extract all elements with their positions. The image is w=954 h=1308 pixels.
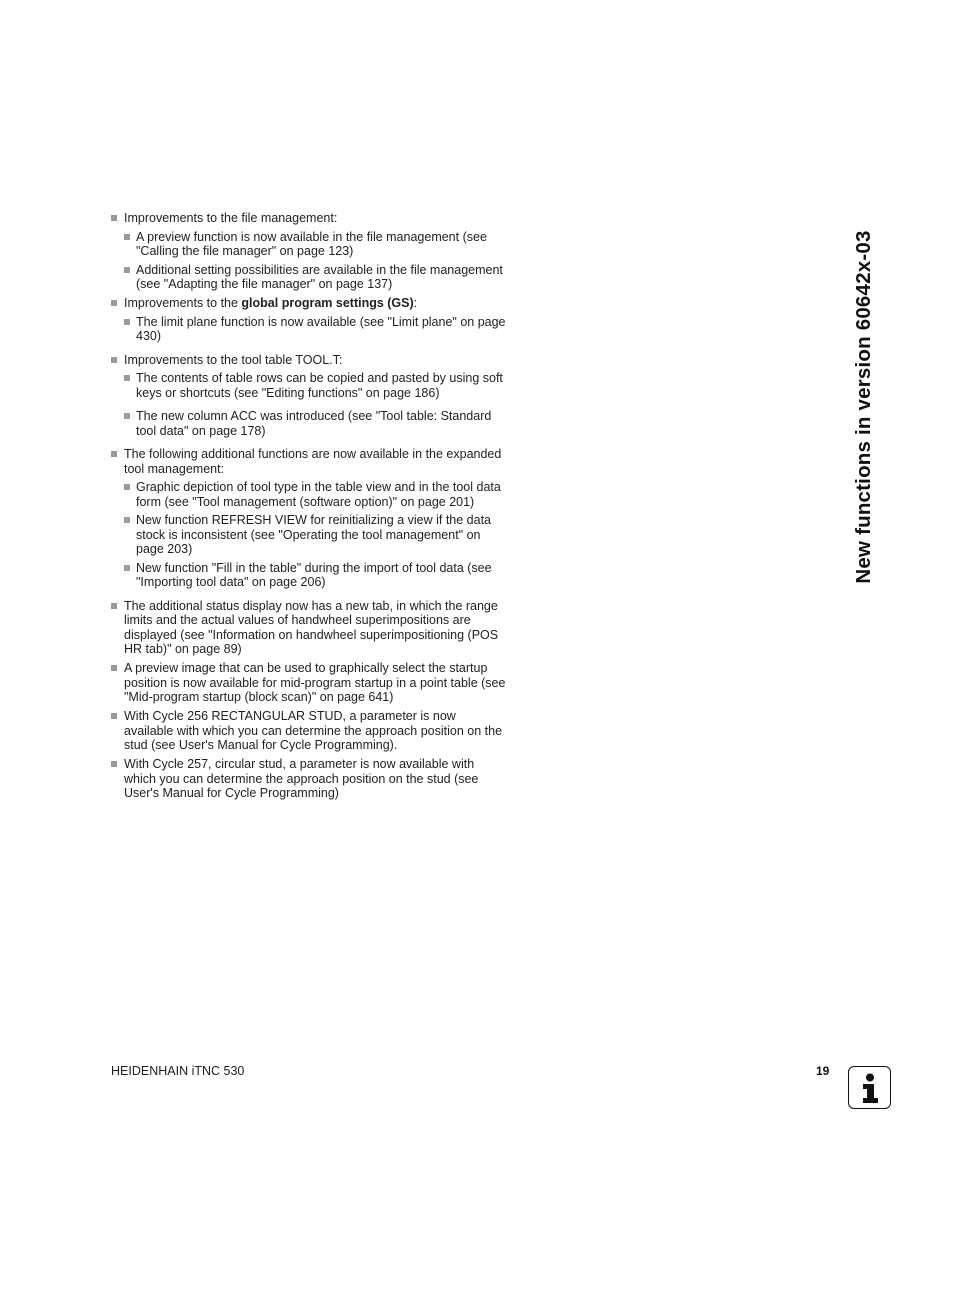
square-bullet-icon (111, 761, 117, 767)
sub-list-item-text: Additional setting possibilities are available in the file management (see "Adapting the file manager" on page 137) (136, 262, 503, 291)
square-bullet-icon (124, 375, 130, 381)
square-bullet-icon (124, 565, 130, 571)
sub-list-item (124, 371, 507, 400)
list-item (111, 296, 507, 344)
square-bullet-icon (111, 603, 117, 609)
list-item (111, 661, 507, 705)
list-item-text: The following additional functions are now available in the expanded tool management: (124, 447, 502, 476)
square-bullet-icon (124, 484, 130, 490)
list-item-text: Improvements to the tool table TOOL.T: (124, 352, 343, 367)
sub-list-item (124, 513, 507, 557)
info-icon (848, 1066, 891, 1109)
sub-list (124, 230, 507, 292)
sub-list (124, 315, 507, 344)
square-bullet-icon (111, 665, 117, 671)
list-item (111, 447, 507, 590)
square-bullet-icon (111, 451, 117, 457)
square-bullet-icon (124, 234, 130, 240)
sub-list-item (124, 315, 507, 344)
list-item-suffix: : (413, 296, 418, 310)
square-bullet-icon (124, 517, 130, 523)
list-item-text: A preview image that can be used to graphically select the startup position is now available for mid-program startup in a point table (see "Mid-program startup (block scan)" on page 641) (124, 661, 506, 704)
list-item-bold: global program settings (GS) (241, 296, 414, 310)
sub-list-item-text: The contents of table rows can be copied and pasted by using soft keys or shortcuts (see "Editing functions" on page 186) (136, 371, 503, 400)
page-number: 19 (816, 1064, 830, 1078)
sub-list-item (124, 561, 507, 590)
square-bullet-icon (124, 267, 130, 273)
sub-list (124, 480, 507, 590)
square-bullet-icon (111, 713, 117, 719)
list-item-text: The additional status display now has a new tab, in which the range limits and the actual values of handwheel superimpositions are displayed (see "Information on handwheel superimpositioning (POS HR tab)" on page 89) (124, 598, 499, 656)
list-item-text: With Cycle 256 RECTANGULAR STUD, a parameter is now available with which you can determine the approach position on the stud (see User's Manual for Cycle Programming). (124, 709, 503, 752)
sub-list-item (124, 409, 507, 438)
sub-list-item (124, 480, 507, 509)
list-item-text: Improvements to the file management: (124, 211, 338, 225)
footer-product-name: HEIDENHAIN iTNC 530 (111, 1064, 245, 1078)
list-item (111, 599, 507, 657)
sub-list-item-text: The limit plane function is now available (see "Limit plane" on page 430) (136, 314, 506, 343)
list-item-prefix: Improvements to the (124, 296, 242, 310)
square-bullet-icon (111, 357, 117, 363)
sub-list-item (124, 263, 507, 292)
list-item (111, 211, 507, 292)
list-item-text (124, 296, 507, 311)
list-item (111, 757, 507, 801)
list-item-text: With Cycle 257, circular stud, a parameter is now available with which you can determine the approach position on the stud (see User's Manual for Cycle Programming) (124, 757, 479, 800)
square-bullet-icon (111, 215, 117, 221)
sub-list (124, 371, 507, 438)
chapter-side-title (851, 214, 877, 600)
sub-list-item-text: Graphic depiction of tool type in the table view and in the tool data form (see "Tool management (software option)" on page 201) (136, 480, 501, 509)
sub-list-item-text: The new column ACC was introduced (see "Tool table: Standard tool data" on page 178) (136, 409, 492, 438)
list-item (111, 709, 507, 753)
sub-list-item-text: New function REFRESH VIEW for reinitializing a view if the data stock is inconsistent (see "Operating the tool management" on page 203) (136, 513, 491, 556)
list-item (111, 353, 507, 439)
chapter-side-title-text: New functions in version 60642x-03 (852, 230, 875, 584)
sub-list-item-text: New function "Fill in the table" during the import of tool data (see "Importing tool data" on page 206) (136, 560, 492, 589)
sub-list-item (124, 230, 507, 259)
square-bullet-icon (124, 319, 130, 325)
sub-list-item-text: A preview function is now available in the file management (see "Calling the file manager" on page 123) (136, 229, 487, 258)
feature-list (111, 211, 507, 805)
square-bullet-icon (124, 413, 130, 419)
square-bullet-icon (111, 300, 117, 306)
